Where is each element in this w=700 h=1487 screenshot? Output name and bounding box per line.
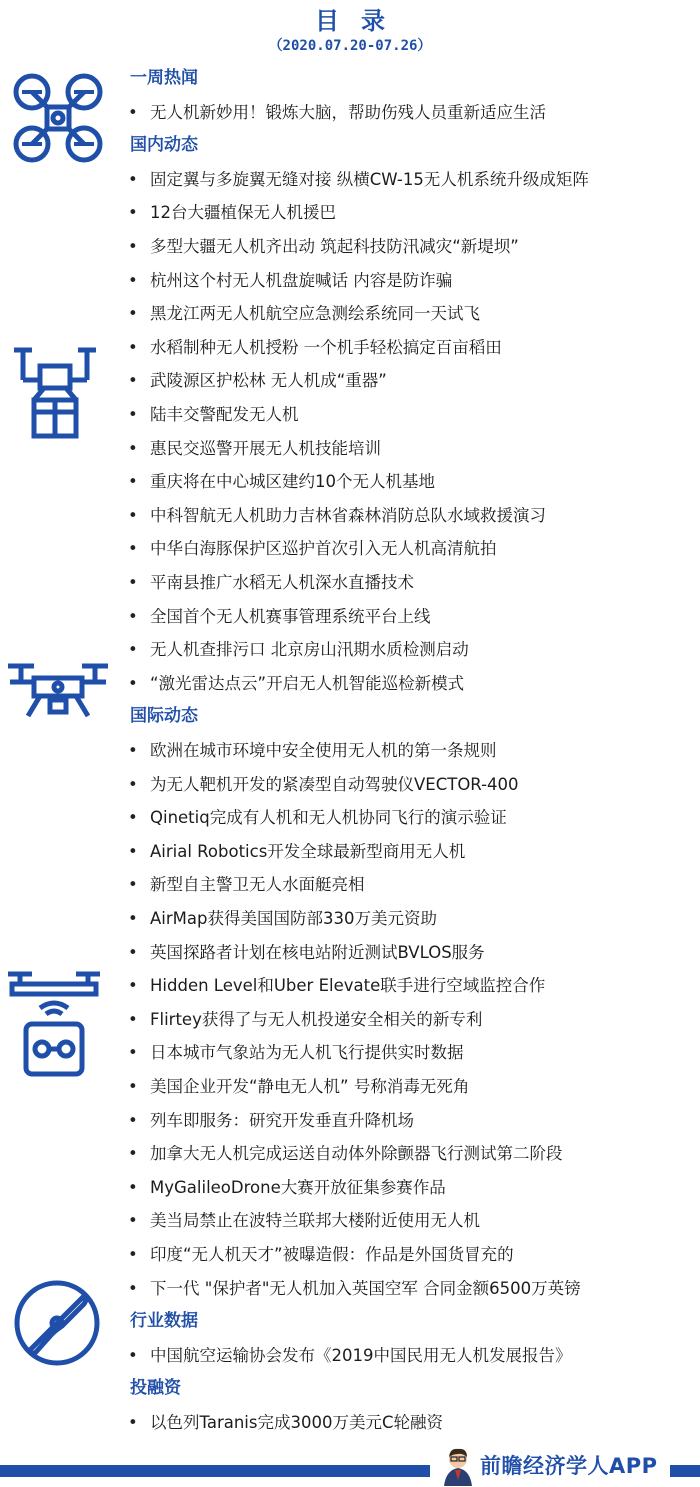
list-item-label: 美国企业开发“静电无人机” 号称消毒无死角 <box>150 1077 470 1096</box>
list-item-label: 全国首个无人机赛事管理系统平台上线 <box>150 606 431 626</box>
list-item-label: 武陵源区护松林 无人机成“重器” <box>150 371 387 391</box>
quadcopter-icon <box>8 68 108 168</box>
list-item-label: 加拿大无人机完成运送自动体外除颤器飞行测试第二阶段 <box>150 1144 563 1164</box>
list-item-label: 以色列Taranis完成3000万美元C轮融资 <box>150 1413 444 1432</box>
list-item-label: 英国探路者计划在核电站附近测试BVLOS服务 <box>150 942 485 962</box>
list-item[interactable] <box>128 768 519 801</box>
list-item[interactable] <box>128 532 497 565</box>
list-item[interactable] <box>128 163 589 196</box>
list-item-label: 12台大疆植保无人机援巴 <box>150 203 336 223</box>
list-item[interactable] <box>128 96 546 129</box>
list-item-label: Airial Robotics开发全球最新型商用无人机 <box>150 841 466 861</box>
list-item-label: AirMap获得美国国防部330万美元资助 <box>150 909 437 928</box>
bullet-icon: • <box>128 909 138 928</box>
list-item-label: 美当局禁止在波特兰联邦大楼附近使用无人机 <box>150 1211 480 1231</box>
list-item[interactable] <box>128 734 497 767</box>
list-item[interactable] <box>128 1272 581 1305</box>
list-item[interactable] <box>128 230 519 263</box>
list-item-label: “激光雷达点云”开启无人机智能巡检新模式 <box>150 673 465 693</box>
date-range: （2020.07.20-07.26） <box>268 38 432 54</box>
bullet-icon: • <box>128 573 138 592</box>
list-item[interactable] <box>128 1137 563 1170</box>
list-item-label: 固定翼与多旋翼无缝对接 纵横CW-15无人机系统升级成矩阵 <box>150 169 589 189</box>
list-item-label: 陆丰交警配发无人机 <box>150 405 299 424</box>
delivery-drone-icon <box>12 340 98 440</box>
list-item[interactable] <box>128 465 435 498</box>
bullet-icon: • <box>128 808 138 828</box>
list-item[interactable] <box>128 1204 480 1237</box>
list-item[interactable] <box>128 936 485 969</box>
list-item[interactable] <box>128 633 469 666</box>
list-item-label: 无人机查排污口 北京房山汛期水质检测启动 <box>150 640 469 660</box>
list-item[interactable] <box>128 902 437 935</box>
list-item[interactable] <box>128 868 365 901</box>
bullet-icon: • <box>128 1245 138 1264</box>
bullet-icon: • <box>128 102 138 122</box>
bullet-icon: • <box>128 1413 138 1432</box>
list-item[interactable] <box>128 667 464 700</box>
bullet-icon: • <box>128 976 138 996</box>
bullet-icon: • <box>128 203 138 223</box>
list-item-label: Hidden Level和Uber Elevate联手进行空域监控合作 <box>150 976 546 996</box>
list-item-label: 无人机新妙用！锻炼大脑，帮助伤残人员重新适应生活 <box>150 102 546 122</box>
list-item-label: 中国航空运输协会发布《2019中国民用无人机发展报告》 <box>150 1345 572 1365</box>
bullet-icon: • <box>128 1009 138 1029</box>
bullet-icon: • <box>128 270 138 290</box>
list-item-label: 为无人靶机开发的紧凑型自动驾驶仪VECTOR-400 <box>150 774 519 794</box>
list-item[interactable] <box>128 432 381 465</box>
bullet-icon: • <box>128 1177 138 1197</box>
list-item-label: Qinetiq完成有人机和无人机协同飞行的演示验证 <box>150 808 507 828</box>
bullet-icon: • <box>128 673 138 693</box>
list-item-label: 印度“无人机天才”被曝造假：作品是外国货冒充的 <box>150 1245 514 1264</box>
list-item-label: 新型自主警卫无人水面艇亮相 <box>150 875 365 895</box>
bullet-icon: • <box>128 237 138 256</box>
bullet-icon: • <box>128 472 138 492</box>
list-item-label: 杭州这个村无人机盘旋喊话 内容是防诈骗 <box>150 270 453 290</box>
bullet-icon: • <box>128 1077 138 1096</box>
bullet-icon: • <box>128 1278 138 1298</box>
list-item-label: 多型大疆无人机齐出动 筑起科技防汛减灾“新堤坝” <box>150 237 519 256</box>
bullet-icon: • <box>128 1043 138 1063</box>
bullet-icon: • <box>128 505 138 525</box>
list-item[interactable] <box>128 1104 414 1137</box>
list-item[interactable] <box>128 398 299 431</box>
section-title: 行业数据 <box>130 1311 198 1332</box>
list-item-label: 下一代 "保护者"无人机加入英国空军 合同金额6500万英镑 <box>150 1278 581 1298</box>
brand-name: 前瞻经济学人APP <box>476 1450 662 1480</box>
list-item[interactable] <box>128 1003 482 1036</box>
list-item-label: 重庆将在中心城区建约10个无人机基地 <box>150 472 435 492</box>
list-item-label: 中华白海豚保护区巡护首次引入无人机高清航拍 <box>150 539 497 559</box>
list-item[interactable] <box>128 264 452 297</box>
brand-logo <box>440 1444 700 1484</box>
bullet-icon: • <box>128 1211 138 1231</box>
list-item-label: 中科智航无人机助力吉林省森林消防总队水域救援演习 <box>150 505 546 525</box>
list-item[interactable] <box>128 1238 514 1271</box>
list-item[interactable] <box>128 499 546 532</box>
section-title: 国际动态 <box>130 706 198 727</box>
propeller-icon <box>12 1278 102 1368</box>
section-title: 国内动态 <box>130 135 198 156</box>
list-item[interactable] <box>128 1171 446 1204</box>
bullet-icon: • <box>128 169 138 189</box>
bullet-icon: • <box>128 875 138 895</box>
list-item[interactable] <box>128 566 414 599</box>
remote-controller-drone-icon <box>6 968 102 1078</box>
bullet-icon: • <box>128 942 138 962</box>
page-header <box>0 6 700 55</box>
bullet-icon: • <box>128 539 138 559</box>
list-item[interactable] <box>128 331 502 364</box>
list-item[interactable] <box>128 1070 469 1103</box>
list-item[interactable] <box>128 1339 572 1372</box>
bullet-icon: • <box>128 304 138 324</box>
bullet-icon: • <box>128 1110 138 1130</box>
camera-drone-icon <box>6 660 110 740</box>
list-item[interactable] <box>128 364 387 397</box>
list-item[interactable] <box>128 1406 443 1439</box>
bullet-icon: • <box>128 1345 138 1365</box>
list-item-label: 黑龙江两无人机航空应急测绘系统同一天试飞 <box>150 304 480 324</box>
bullet-icon: • <box>128 337 138 357</box>
list-item-label: 列车即服务：研究开发垂直升降机场 <box>150 1110 414 1130</box>
list-item-label: 日本城市气象站为无人机飞行提供实时数据 <box>150 1043 464 1063</box>
footer-bar-left <box>0 1465 430 1477</box>
bullet-icon: • <box>128 371 138 391</box>
bullet-icon: • <box>128 1144 138 1164</box>
bullet-icon: • <box>128 640 138 660</box>
bullet-icon: • <box>128 606 138 626</box>
page-title: 目录 <box>315 7 407 35</box>
list-item[interactable] <box>128 969 545 1002</box>
list-item[interactable] <box>128 801 507 834</box>
list-item-label: 水稻制种无人机授粉 一个机手轻松搞定百亩稻田 <box>150 337 502 357</box>
list-item[interactable] <box>128 196 336 229</box>
bullet-icon: • <box>128 741 138 760</box>
list-item[interactable] <box>128 835 465 868</box>
bullet-icon: • <box>128 405 138 424</box>
bullet-icon: • <box>128 774 138 794</box>
list-item[interactable] <box>128 600 431 633</box>
list-item[interactable] <box>128 297 480 330</box>
list-item-label: 平南县推广水稻无人机深水直播技术 <box>150 573 414 592</box>
list-item-label: 惠民交巡警开展无人机技能培训 <box>150 438 381 458</box>
section-title: 投融资 <box>130 1378 181 1399</box>
bullet-icon: • <box>128 438 138 458</box>
list-item[interactable] <box>128 1036 464 1069</box>
bullet-icon: • <box>128 841 138 861</box>
list-item-label: Flirtey获得了与无人机投递安全相关的新专利 <box>150 1009 483 1029</box>
section-title: 一周热闻 <box>130 68 198 88</box>
list-item-label: 欧洲在城市环境中安全使用无人机的第一条规则 <box>150 741 497 760</box>
list-item-label: MyGalileoDrone大赛开放征集参赛作品 <box>150 1177 446 1197</box>
presenter-avatar-icon <box>440 1444 476 1486</box>
